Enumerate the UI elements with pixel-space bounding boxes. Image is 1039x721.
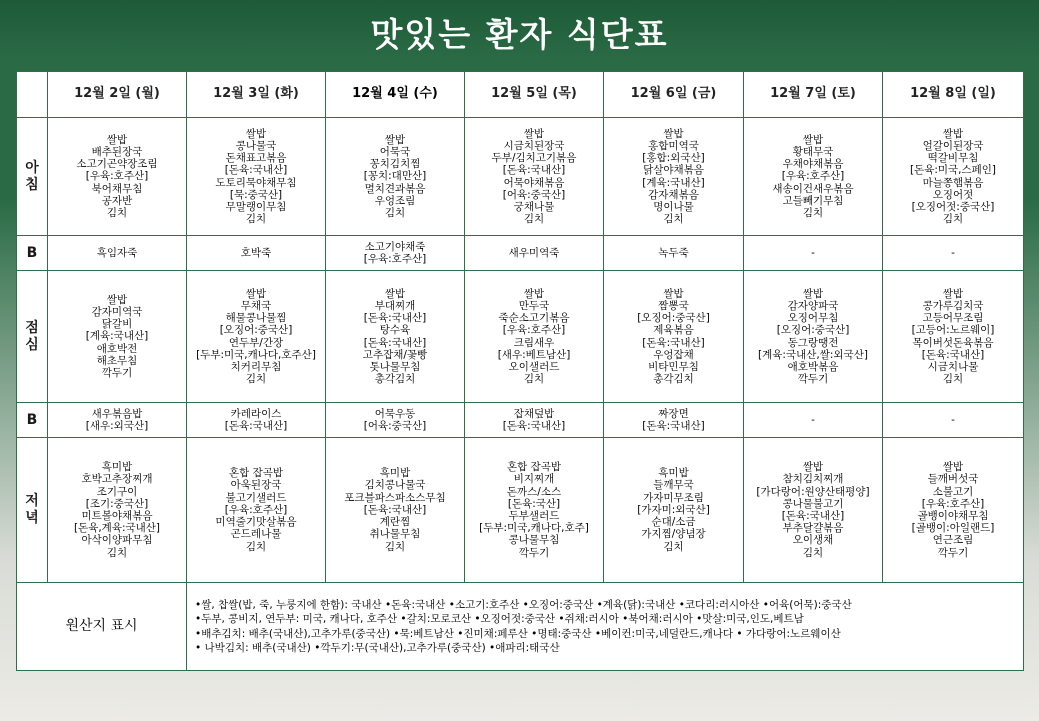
- origin-line: •쌀, 찹쌀(밥, 죽, 누룽지에 한함): 국내산 •돈육:국내산 •소고기:호주산 •오징어:중국산 •계육(닭):국내산 •코다리:러시아산 •어육(어묵):중국산: [195, 598, 852, 611]
- page-title: 맛있는 환자 식단표: [370, 15, 669, 54]
- menu-item: [돈육:국내산]: [642, 336, 705, 349]
- menu-cell: [187, 438, 326, 583]
- menu-item: 카레라이스: [230, 407, 282, 420]
- menu-item: 깍두기: [797, 373, 829, 386]
- menu-item: 시금치된장국: [503, 139, 565, 152]
- menu-cell: [187, 118, 326, 236]
- menu-item: 쌀밥: [942, 461, 964, 474]
- menu-item: 어묵국: [379, 145, 411, 158]
- menu-cell: [187, 236, 326, 271]
- menu-cell: [465, 271, 604, 403]
- menu-item: [돈육:국내산]: [921, 348, 985, 361]
- menu-item: 만두국: [518, 299, 550, 312]
- menu-item: 깍두기: [937, 546, 969, 559]
- origin-line: •배추김치: 배추(국내산),고추가루(중국산) •묵:베트남산 •진미채:페루산 •명태:중국산 •베이컨:미국,네덜란드,캐나다 • 가다랑어:노르웨이산: [195, 627, 841, 640]
- menu-item: 김치: [523, 373, 545, 386]
- menu-item: 고등어무조림: [922, 312, 984, 325]
- menu-item: 오이샐러드: [508, 360, 560, 373]
- menu-item: 새송이건새우볶음: [772, 182, 854, 195]
- menu-item: 닭살야채볶음: [643, 164, 704, 177]
- menu-item: 명이나물: [653, 200, 694, 213]
- menu-item: [골뱅이:아일랜드]: [911, 522, 995, 535]
- menu-item: 얼갈이된장국: [922, 139, 984, 152]
- menu-item: 오징어젓: [932, 188, 974, 201]
- menu-item: 미역줄기맛살볶음: [215, 516, 297, 529]
- menu-item: 곤드레나물: [230, 528, 282, 541]
- menu-cell: [883, 438, 1024, 583]
- menu-item: 호박죽: [240, 246, 272, 259]
- menu-item: 두부샐러드: [508, 510, 560, 522]
- menu-item: 쌀밥: [663, 287, 684, 300]
- menu-cell: [48, 438, 187, 583]
- menu-cell: [744, 236, 883, 271]
- menu-item: 포크블파스파소스무침: [344, 491, 446, 504]
- menu-item: [돈육:국내산]: [363, 336, 427, 349]
- menu-item: 쌀밥: [384, 133, 406, 146]
- origin-line: •두부, 콩비지, 연두부: 미국, 캐나다, 호주산 •갈치:모로코산 •오징어젓:중국산 •쥐채:러시아 •북어채:러시아 •맛살:미국,인도,베트남: [195, 613, 804, 625]
- menu-item: [계육:국내산]: [642, 176, 705, 189]
- menu-cell: [48, 271, 187, 403]
- menu-item: -: [811, 413, 815, 426]
- menu-item: 김치: [245, 373, 267, 386]
- day-header: 12월 3일 (화): [187, 72, 326, 118]
- menu-item: 죽순소고기볶음: [498, 312, 570, 325]
- menu-item: 흑임자죽: [96, 246, 138, 259]
- menu-item: 감자양파국: [787, 299, 839, 312]
- menu-item: [가다랑어:원양산태평양]: [756, 485, 870, 498]
- menu-cell: [326, 403, 465, 438]
- menu-item: -: [951, 246, 955, 259]
- menu-item: 궁채나물: [513, 200, 555, 213]
- menu-item: [돈육:국내산]: [642, 420, 705, 432]
- menu-item: [고등어:노르웨이]: [911, 324, 995, 337]
- menu-item: [어육:중국산]: [363, 420, 427, 432]
- menu-item: 가지찜/양념장: [641, 528, 706, 541]
- menu-item: [돈육:국내산]: [781, 510, 845, 522]
- menu-item: 호박고추장찌개: [81, 473, 153, 486]
- menu-item: 감자미역국: [91, 305, 143, 318]
- menu-cell: [48, 118, 187, 236]
- menu-item: 돈까스/소스: [506, 485, 562, 498]
- menu-item: 소고기곤약장조림: [76, 158, 158, 171]
- meal-label-char: 심: [25, 336, 39, 353]
- menu-cell: [883, 236, 1024, 271]
- menu-cell: [465, 438, 604, 583]
- menu-cell: [604, 403, 744, 438]
- menu-item: [돈육:국내산]: [502, 164, 566, 177]
- meal-label-char: 아: [25, 159, 39, 176]
- menu-item: 혼합 잡곡밥: [228, 467, 284, 480]
- menu-item: [오징어:중국산]: [776, 324, 850, 337]
- menu-item: 닭갈비: [101, 318, 133, 331]
- menu-item: 쌀밥: [802, 287, 824, 300]
- menu-item: 깍두기: [518, 546, 550, 559]
- menu-cell: [744, 271, 883, 403]
- menu-item: 취나물무침: [369, 528, 421, 541]
- day-header: 12월 6일 (금): [604, 72, 744, 118]
- menu-item: 쌀밥: [523, 127, 545, 140]
- menu-item: 애호박볶음: [787, 360, 839, 373]
- menu-item: 비지찌개: [513, 473, 555, 486]
- menu-item: 비타민무침: [648, 360, 699, 373]
- menu-item: 배추된장국: [91, 145, 143, 158]
- menu-item: 참치김치찌개: [782, 473, 844, 486]
- meal-label-char: 침: [25, 176, 39, 193]
- menu-item: [우육:호주산]: [921, 497, 985, 510]
- menu-item: 콩나물국: [235, 139, 277, 152]
- meal-label-char: 녁: [25, 510, 39, 526]
- menu-item: 김치: [663, 540, 684, 553]
- menu-item: 애호박전: [96, 342, 138, 355]
- menu-item: 김치: [384, 540, 406, 553]
- meal-row: [17, 118, 1024, 236]
- corner-cell: [17, 72, 48, 118]
- menu-item: [오징어:중국산]: [219, 324, 293, 337]
- origin-row: [17, 583, 1024, 671]
- meal-label-char: 점: [25, 319, 39, 336]
- menu-item: 김치: [523, 213, 545, 226]
- menu-item: 순대/소금: [651, 516, 696, 529]
- menu-item: 흑미밥: [101, 461, 133, 474]
- menu-item: 새우볶음밥: [91, 407, 143, 420]
- menu-item: 쌀밥: [942, 127, 964, 140]
- day-header: 12월 5일 (목): [465, 72, 604, 118]
- origin-line: • 나박김치: 배추(국내산) •깍두기:무(국내산),고추가루(중국산) •애파리:태국산: [195, 642, 560, 654]
- menu-item: [새우:베트남산]: [497, 348, 571, 361]
- day-header: 12월 2일 (월): [48, 72, 187, 118]
- menu-cell: [465, 236, 604, 271]
- menu-item: 북어채무침: [91, 182, 143, 195]
- menu-cell: [326, 236, 465, 271]
- menu-item: 꽁치김치찜: [369, 158, 421, 171]
- menu-item: 소고기야채죽: [364, 240, 426, 253]
- menu-item: 총각김치: [653, 373, 694, 386]
- menu-item: [묵:중국산]: [229, 188, 283, 201]
- menu-item: 두부/김치고기볶음: [491, 152, 577, 165]
- menu-item: 쌀밥: [663, 127, 684, 140]
- menu-item: [가자미:외국산]: [637, 503, 710, 516]
- menu-cell: [883, 118, 1024, 236]
- menu-item: 무말랭이무침: [225, 200, 287, 213]
- menu-item: 가자미무조림: [643, 491, 704, 504]
- menu-item: 어묵우동: [374, 407, 416, 420]
- menu-item: 총각김치: [374, 373, 416, 386]
- menu-item: [두부:미국,캐나다,호주]: [479, 522, 589, 535]
- day-header: 12월 8일 (일): [883, 72, 1024, 118]
- menu-item: 오징어무침: [787, 312, 839, 325]
- menu-cell: [744, 438, 883, 583]
- menu-item: 감자채볶음: [648, 188, 699, 201]
- day-header: 12월 4일 (수): [326, 72, 465, 118]
- menu-item: [오징어젓:중국산]: [911, 200, 995, 213]
- menu-item: 김치: [942, 213, 964, 226]
- menu-item: 쌀밥: [523, 287, 545, 300]
- menu-item: [꽁치:대만산]: [363, 170, 427, 183]
- menu-cell: [48, 403, 187, 438]
- menu-item: 혼합 잡곡밥: [506, 461, 562, 474]
- menu-cell: [326, 438, 465, 583]
- menu-item: [돈육:국내산]: [363, 503, 427, 516]
- menu-item: [우육:호주산]: [85, 170, 149, 183]
- menu-item: 연근조림: [932, 534, 974, 547]
- menu-item: 도토리묵야채무침: [215, 176, 297, 189]
- menu-item: 녹두죽: [658, 246, 689, 259]
- menu-item: 어묵야채볶음: [503, 176, 565, 189]
- menu-item: 쌀밥: [245, 127, 267, 140]
- menu-cell: [187, 403, 326, 438]
- menu-cell: [604, 118, 744, 236]
- menu-item: [돈육:국내산]: [224, 164, 288, 177]
- menu-item: [홍합:외국산]: [642, 152, 705, 165]
- menu-item: 우엉잡채: [653, 348, 694, 361]
- menu-item: 마늘쫑햄볶음: [922, 176, 984, 189]
- meal-label: [17, 118, 48, 236]
- menu-item: 콩나물무침: [508, 534, 560, 547]
- menu-item: 톳나물무침: [369, 360, 421, 373]
- menu-item: [우육:호주산]: [781, 170, 845, 183]
- menu-item: 해초무침: [96, 354, 138, 367]
- menu-item: -: [811, 246, 815, 259]
- menu-cell: [883, 271, 1024, 403]
- meal-row: [17, 438, 1024, 583]
- meal-row: [17, 271, 1024, 403]
- menu-item: 김치: [942, 373, 964, 386]
- menu-item: 아욱된장국: [230, 479, 282, 492]
- menu-item: 짜장면: [658, 407, 689, 420]
- meal-label: [17, 271, 48, 403]
- menu-item: 쌀밥: [942, 287, 964, 300]
- menu-item: 조기구이: [96, 485, 138, 498]
- origin-text: [187, 583, 1024, 671]
- menu-item: 목이버섯돈육볶음: [912, 336, 994, 349]
- menu-item: 깍두기: [101, 367, 133, 379]
- menu-item: 부추달걀볶음: [782, 522, 844, 535]
- menu-item: 새우미역죽: [508, 246, 560, 259]
- menu-item: [우육:호주산]: [224, 503, 288, 516]
- menu-item: 아삭이양파무침: [81, 534, 153, 547]
- menu-cell: [187, 271, 326, 403]
- menu-item: [계육:국내산,쌀:외국산]: [758, 348, 868, 361]
- menu-item: 황태무국: [792, 145, 834, 158]
- menu-item: 돈채표고볶음: [225, 152, 287, 165]
- menu-cell: [744, 118, 883, 236]
- menu-table: [16, 71, 1024, 671]
- menu-item: 쌀밥: [384, 287, 406, 300]
- menu-item: 쌀밥: [245, 287, 267, 300]
- menu-item: 김치: [106, 207, 128, 219]
- menu-item: [돈육:국내산]: [363, 312, 427, 325]
- meal-label: [17, 438, 48, 583]
- menu-item: 짬뽕국: [658, 299, 689, 312]
- menu-item: [계육:국내산]: [85, 330, 149, 343]
- menu-item: 들깨버섯국: [927, 473, 979, 486]
- menu-item: 우엉조림: [374, 194, 416, 207]
- menu-item: [새우:외국산]: [85, 420, 149, 432]
- menu-item: 쌀밥: [802, 133, 824, 146]
- meal-label-char: 저: [25, 493, 39, 509]
- menu-item: 고들빼기무침: [782, 194, 844, 207]
- menu-item: 김치: [245, 540, 267, 553]
- menu-item: [어육:중국산]: [502, 188, 566, 201]
- menu-item: 들깨무국: [653, 479, 694, 492]
- menu-item: 계란찜: [379, 516, 411, 529]
- menu-item: 김치: [663, 213, 684, 226]
- menu-item: 오이생채: [792, 534, 834, 547]
- menu-cell: [465, 403, 604, 438]
- menu-cell: [465, 118, 604, 236]
- menu-item: 김치: [384, 207, 406, 219]
- menu-item: 치커리무침: [230, 360, 282, 373]
- menu-cell: [744, 403, 883, 438]
- meal-row: [17, 236, 1024, 271]
- menu-item: 김치: [106, 546, 128, 559]
- header-row: [17, 72, 1024, 118]
- menu-item: [두부:미국,캐나다,호주산]: [196, 348, 316, 361]
- menu-item: 김치: [245, 213, 267, 226]
- menu-item: 미트볼야채볶음: [81, 510, 153, 522]
- menu-item: 우채야채볶음: [782, 158, 844, 171]
- menu-item: 흑미밥: [379, 467, 411, 480]
- meal-row: [17, 403, 1024, 438]
- menu-item: 고추잡채/꽃빵: [362, 348, 428, 361]
- menu-item: 해물콩나물찜: [225, 312, 287, 325]
- menu-cell: [604, 438, 744, 583]
- menu-cell: [604, 271, 744, 403]
- menu-item: 콩나물불고기: [782, 497, 844, 510]
- menu-item: 불고기샐러드: [225, 491, 287, 504]
- menu-cell: [604, 236, 744, 271]
- menu-item: 홍합미역국: [648, 139, 699, 152]
- menu-item: 탕수육: [379, 324, 411, 337]
- menu-item: 쌀밥: [106, 293, 128, 306]
- meal-label-char: B: [26, 244, 38, 261]
- menu-item: 콩가루김치국: [922, 299, 984, 312]
- menu-item: 크림새우: [513, 336, 555, 349]
- menu-item: 떡갈비무침: [927, 152, 979, 165]
- meal-label: [17, 236, 48, 271]
- menu-cell: [48, 236, 187, 271]
- menu-cell: [326, 271, 465, 403]
- menu-item: [우육:호주산]: [363, 253, 427, 265]
- menu-item: [돈육,계육:국내산]: [73, 522, 161, 535]
- meal-label-char: B: [26, 411, 38, 428]
- menu-item: 연두부/간장: [228, 336, 284, 349]
- menu-item: 멸치견과볶음: [364, 182, 426, 195]
- day-header: 12월 7일 (토): [744, 72, 883, 118]
- menu-item: [오징어:중국산]: [637, 312, 710, 325]
- menu-sheet: [16, 71, 1023, 670]
- menu-item: 동그랑땡전: [787, 336, 839, 349]
- menu-item: 김치: [802, 207, 824, 219]
- menu-item: 무채국: [240, 299, 272, 312]
- origin-label: 원산지 표시: [17, 583, 187, 671]
- menu-item: 김치: [802, 546, 824, 559]
- menu-item: [돈육:국산]: [507, 497, 561, 510]
- menu-item: 흑미밥: [658, 467, 689, 480]
- menu-cell: [883, 403, 1024, 438]
- menu-item: -: [951, 413, 955, 426]
- menu-item: [돈육:국내산]: [224, 420, 288, 432]
- menu-item: 부대찌개: [374, 299, 416, 312]
- menu-item: [돈육:국내산]: [502, 420, 566, 432]
- menu-item: [돈육:미국,스페인]: [909, 164, 997, 177]
- menu-item: 공자반: [101, 194, 133, 207]
- menu-item: 제육볶음: [653, 324, 694, 337]
- menu-item: 쌀밥: [106, 133, 128, 146]
- menu-item: 쌀밥: [802, 461, 824, 474]
- menu-item: [조기:중국산]: [85, 497, 149, 510]
- menu-item: 잡채덮밥: [513, 407, 555, 420]
- menu-item: 골뱅이야채무침: [917, 510, 989, 522]
- menu-item: [우육:호주산]: [502, 324, 566, 337]
- meal-label: [17, 403, 48, 438]
- menu-cell: [326, 118, 465, 236]
- menu-item: 시금치나물: [927, 360, 979, 373]
- menu-item: 소불고기: [932, 485, 974, 498]
- menu-item: 김치콩나물국: [364, 479, 426, 492]
